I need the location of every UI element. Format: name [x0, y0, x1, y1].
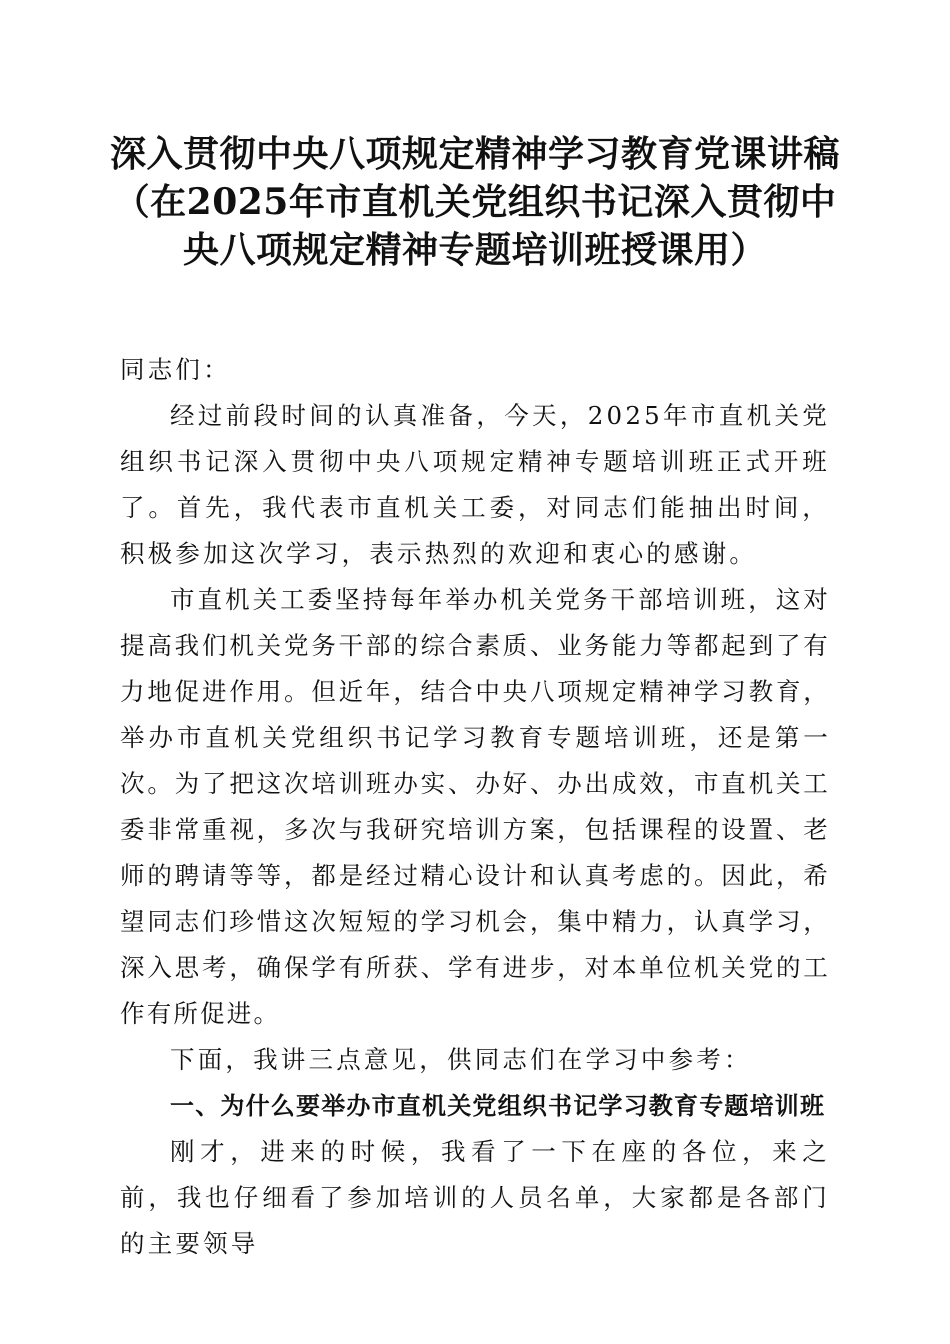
paragraph-three-points: 下面，我讲三点意见，供同志们在学习中参考： [170, 1044, 752, 1074]
section-heading-1: 一、为什么要举办市直机关党组织书记学习教育专题培训班 [170, 1091, 826, 1120]
paragraph-training-background: 市直机关工委坚持每年举办机关党务干部培训班，这对提高我们机关党务干部的综合素质、业务能力等都起到了有力地促进作用。但近年，结合中央八项规定精神学习教育，举办市直机关党组织书记学习教育专题培训班，还是第一次。为了把这次培训班办实、办好、办出成效，市直机关工委非常重视，多次与我研究培训方案，包括课程的设置、老师的聘请等等，都是经过精心设计和认真考虑的。因此，希望同志们珍惜这次短短的学习机会，集中精力，认真学习，深入思考，确保学有所获、学有进步，对本单位机关党的工作有所促进。 [120, 584, 830, 1028]
title-line-2: （在2025年市直机关党组织书记深入贯彻中 [113, 181, 837, 223]
title-line-1: 深入贯彻中央八项规定精神学习教育党课讲稿 [109, 133, 840, 175]
title-line-3: 央八项规定精神专题培训班授课用） [182, 229, 767, 271]
salutation: 同志们： [120, 354, 231, 384]
paragraph-opening: 经过前段时间的认真准备，今天，2025年市直机关党组织书记深入贯彻中央八项规定精神专题培训班正式开班了。首先，我代表市直机关工委，对同志们能抽出时间，积极参加这次学习，表示热烈的欢迎和衷心的感谢。 [120, 400, 830, 568]
document-body [120, 322, 830, 1267]
document-title [100, 130, 850, 274]
paragraph-section-1: 刚才，进来的时候，我看了一下在座的各位，来之前，我也仔细看了参加培训的人员名单，大家都是各部门的主要领导 [120, 1136, 830, 1258]
